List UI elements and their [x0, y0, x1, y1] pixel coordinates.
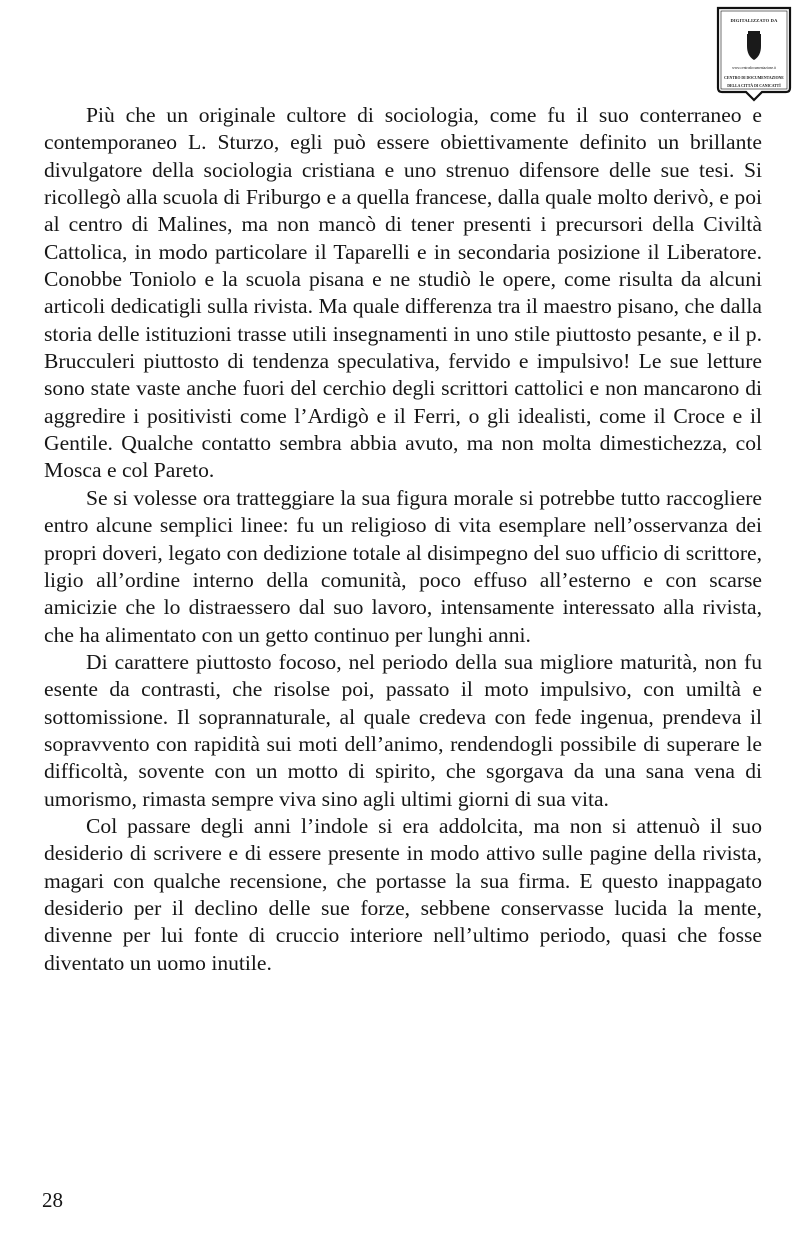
- stamp-line-2: DELLA CITTÀ DI CANICATTÌ: [727, 84, 781, 88]
- body-text: [44, 102, 762, 977]
- digitization-stamp: [716, 6, 792, 102]
- page-number: 28: [42, 1188, 63, 1212]
- stamp-line-1: CENTRO DI DOCUMENTAZIONE: [724, 76, 784, 80]
- paragraph-4: Col passare degli anni l’indole si era addolcita, ma non si attenuò il suo desiderio di scrivere e di essere presente in modo attivo sulle pagine della rivista, magari con qualche recensione, che portasse la sua firma. E questo inappagato desiderio per il declino delle sue forze, sebbene conservasse lucida la mente, divenne per lui fonte di cruccio interiore nell’ultimo periodo, quasi che fosse diventato un uomo inutile.: [44, 813, 762, 975]
- stamp-url: www.centrodocumentazione.it: [732, 66, 776, 70]
- paragraph-2: Se si volesse ora tratteggiare la sua figura morale si potrebbe tutto raccogliere entro alcune semplici linee: fu un religioso di vita esemplare nell’osservanza dei propri doveri, legato con dedizione totale al disimpegno del suo ufficio di scrittore, ligio all’ordine interno della comunità, poco effuso all’esterno e con scarse amicizie che lo distraessero dal suo lavoro, intensamente interessato alla rivista, che ha alimentato con un getto continuo per lunghi anni.: [44, 485, 762, 647]
- stamp-title: DIGITALIZZATO DA: [730, 18, 778, 23]
- paragraph-1: Più che un originale cultore di sociologia, come fu il suo conterraneo e contemporaneo L. Sturzo, egli può essere obiettivamente definito un brillante divulgatore della sociologia cristiana e uno strenuo difensore delle sue tesi. Si ricollegò alla scuola di Friburgo e a quella francese, dalla quale molto derivò, e poi al centro di Malines, ma non mancò di tener presenti i precursori della Civiltà Cattolica, in modo particolare il Taparelli e in secondaria posizione il Liberatore. Conobbe Toniolo e la scuola pisana e ne studiò le opere, come risulta da alcuni articoli dedicatigli sulla rivista. Ma quale differenza tra il maestro pisano, che dalla storia delle istituzioni trasse utili insegnamenti in uno stile piuttosto pesante, e il p. Brucculeri piuttosto di tendenza speculativa, fervido e impulsivo! Le sue letture sono state vaste anche fuori del cerchio degli scrittori cattolici e non mancarono di aggredire i positivisti come l’Ardigò e il Ferri, o gli idealisti, come il Croce e il Gentile. Qualche contatto sembra abbia avuto, ma non molta dimestichezza, col Mosca e col Pareto.: [44, 103, 762, 483]
- paragraph-3: Di carattere piuttosto focoso, nel periodo della sua migliore maturità, non fu esente da contrasti, che risolse poi, passato il moto impulsivo, con umiltà e sottomissione. Il soprannaturale, al quale credeva con fede ingenua, prendeva il sopravvento con rapidità sui moti dell’animo, rendendogli possibile di superare le difficoltà, sovente con un motto di spirito, che sgorgava da una sana vena di umorismo, rimasta sempre viva sino agli ultimi giorni di sua vita.: [44, 649, 762, 811]
